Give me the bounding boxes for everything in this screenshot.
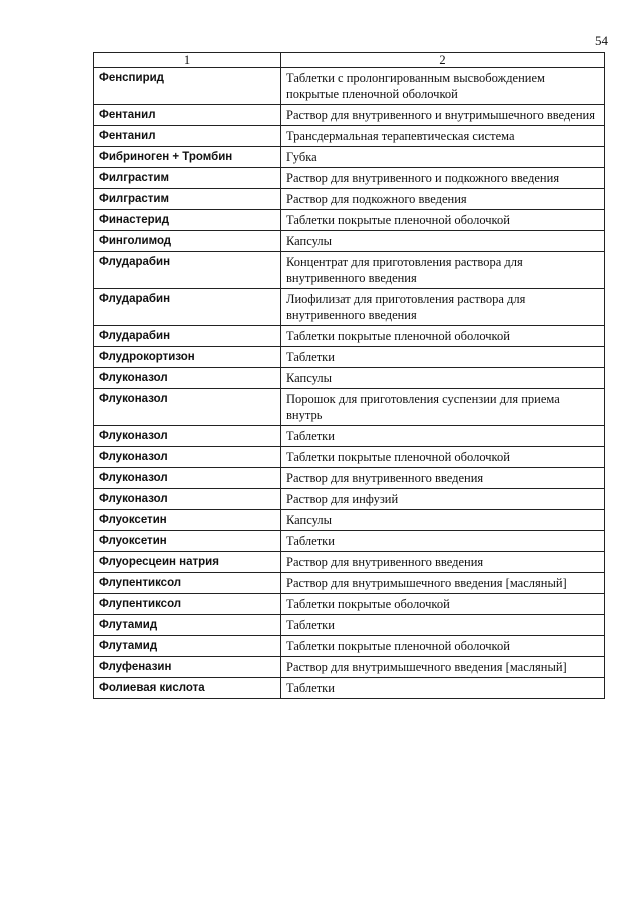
dosage-form-cell: Раствор для инфузий [281, 489, 605, 510]
table-row [94, 368, 605, 389]
dosage-form-cell: Капсулы [281, 231, 605, 252]
table-row [94, 489, 605, 510]
drug-name-cell: Флударабин [94, 289, 281, 326]
table-row [94, 105, 605, 126]
drug-name-cell: Флупентиксол [94, 594, 281, 615]
table-row [94, 289, 605, 326]
drug-name-cell: Флударабин [94, 326, 281, 347]
dosage-form-cell: Порошок для приготовления суспензии для приема внутрь [281, 389, 605, 426]
dosage-form-cell: Таблетки покрытые пленочной оболочкой [281, 447, 605, 468]
dosage-form-cell: Таблетки [281, 615, 605, 636]
drug-name-cell: Флуконазол [94, 389, 281, 426]
table-row [94, 147, 605, 168]
drug-name-cell: Фенспирид [94, 68, 281, 105]
dosage-form-cell: Раствор для внутривенного и подкожного введения [281, 168, 605, 189]
drug-name-cell: Финголимод [94, 231, 281, 252]
dosage-form-cell: Раствор для внутримышечного введения [масляный] [281, 573, 605, 594]
drug-name-cell: Флуфеназин [94, 657, 281, 678]
table-row [94, 231, 605, 252]
drug-name-cell: Филграстим [94, 189, 281, 210]
dosage-form-cell: Трансдермальная терапевтическая система [281, 126, 605, 147]
page-number: 54 [595, 33, 608, 48]
column-header-1: 1 [94, 53, 281, 68]
dosage-form-cell: Таблетки [281, 678, 605, 699]
drug-name-cell: Флудрокортизон [94, 347, 281, 368]
dosage-form-cell: Губка [281, 147, 605, 168]
table-row [94, 389, 605, 426]
drug-name-cell: Фентанил [94, 126, 281, 147]
drug-name-cell: Фолиевая кислота [94, 678, 281, 699]
dosage-form-cell: Раствор для внутривенного и внутримышечного введения [281, 105, 605, 126]
table-row [94, 126, 605, 147]
dosage-form-cell: Таблетки [281, 347, 605, 368]
column-header-2: 2 [281, 53, 605, 68]
dosage-form-cell: Таблетки с пролонгированным высвобождением покрытые пленочной оболочкой [281, 68, 605, 105]
table-row [94, 510, 605, 531]
drug-name-cell: Флупентиксол [94, 573, 281, 594]
drug-name-cell: Флутамид [94, 615, 281, 636]
dosage-form-cell: Концентрат для приготовления раствора для внутривенного введения [281, 252, 605, 289]
drug-name-cell: Флуоксетин [94, 531, 281, 552]
table-row [94, 531, 605, 552]
table-row [94, 594, 605, 615]
dosage-form-cell: Раствор для внутривенного введения [281, 468, 605, 489]
dosage-form-cell: Таблетки покрытые пленочной оболочкой [281, 636, 605, 657]
table-row [94, 636, 605, 657]
drug-name-cell: Флуоресцеин натрия [94, 552, 281, 573]
table-row [94, 347, 605, 368]
dosage-form-cell: Таблетки [281, 426, 605, 447]
table-row [94, 426, 605, 447]
dosage-form-cell: Таблетки покрытые пленочной оболочкой [281, 326, 605, 347]
drug-name-cell: Фентанил [94, 105, 281, 126]
table-header-row [94, 53, 605, 68]
table-row [94, 326, 605, 347]
dosage-form-cell: Раствор для внутривенного введения [281, 552, 605, 573]
drug-table [93, 52, 605, 699]
dosage-form-cell: Таблетки покрытые пленочной оболочкой [281, 210, 605, 231]
dosage-form-cell: Раствор для подкожного введения [281, 189, 605, 210]
table-row [94, 468, 605, 489]
dosage-form-cell: Лиофилизат для приготовления раствора для внутривенного введения [281, 289, 605, 326]
dosage-form-cell: Капсулы [281, 368, 605, 389]
table-row [94, 252, 605, 289]
table-row [94, 68, 605, 105]
drug-name-cell: Флутамид [94, 636, 281, 657]
drug-name-cell: Флуконазол [94, 368, 281, 389]
table-row [94, 210, 605, 231]
table-row [94, 447, 605, 468]
drug-name-cell: Филграстим [94, 168, 281, 189]
dosage-form-cell: Раствор для внутримышечного введения [масляный] [281, 657, 605, 678]
table-body [94, 68, 605, 699]
dosage-form-cell: Капсулы [281, 510, 605, 531]
drug-name-cell: Флуконазол [94, 489, 281, 510]
drug-name-cell: Фибриноген + Тромбин [94, 147, 281, 168]
table-row [94, 573, 605, 594]
drug-name-cell: Флуконазол [94, 468, 281, 489]
dosage-form-cell: Таблетки [281, 531, 605, 552]
table-row [94, 552, 605, 573]
table-row [94, 615, 605, 636]
drug-name-cell: Флударабин [94, 252, 281, 289]
table-row [94, 657, 605, 678]
drug-name-cell: Флуоксетин [94, 510, 281, 531]
table-row [94, 678, 605, 699]
dosage-form-cell: Таблетки покрытые оболочкой [281, 594, 605, 615]
drug-name-cell: Финастерид [94, 210, 281, 231]
drug-name-cell: Флуконазол [94, 426, 281, 447]
drug-name-cell: Флуконазол [94, 447, 281, 468]
table-row [94, 168, 605, 189]
table-row [94, 189, 605, 210]
